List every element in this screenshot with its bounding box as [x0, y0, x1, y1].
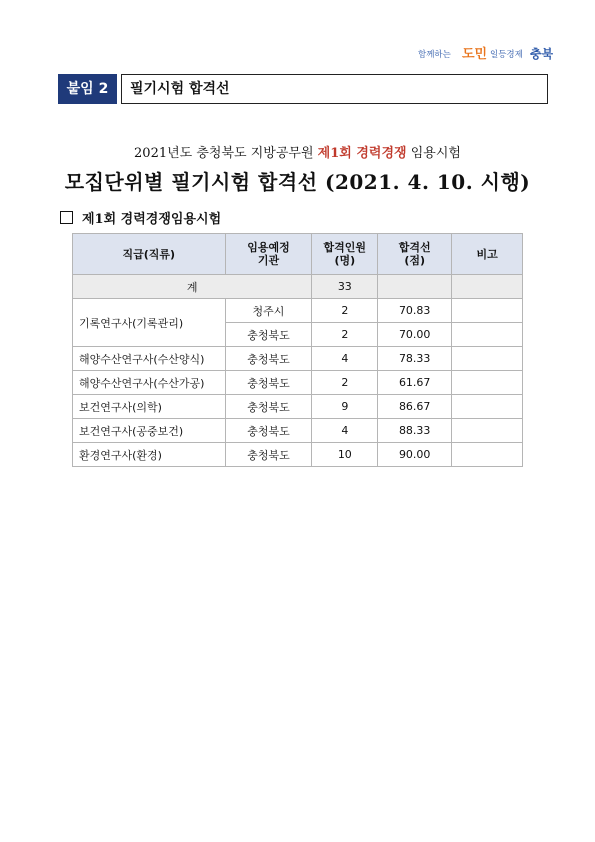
checkbox-square-icon	[60, 211, 73, 224]
subtitle-highlight: 제1회 경력경쟁	[317, 146, 407, 161]
cell-count: 10	[312, 443, 378, 467]
table-row	[73, 443, 523, 467]
cell-rank: 해양수산연구사(수산양식)	[73, 347, 226, 371]
table-row	[73, 371, 523, 395]
cell-cutoff: 90.00	[378, 443, 452, 467]
svg-text:함께하는: 함께하는	[418, 50, 451, 60]
section-title: 제1회 경력경쟁임용시험	[82, 212, 222, 227]
total-label: 계	[73, 275, 312, 299]
cell-rank: 환경연구사(환경)	[73, 443, 226, 467]
cell-agency: 충청북도	[225, 395, 312, 419]
total-cutoff	[378, 275, 452, 299]
cell-count: 2	[312, 299, 378, 323]
cell-rank: 해양수산연구사(수산가공)	[73, 371, 226, 395]
cell-rank: 보건연구사(공중보건)	[73, 419, 226, 443]
cell-count: 2	[312, 323, 378, 347]
cell-note	[452, 299, 523, 323]
cell-cutoff: 88.33	[378, 419, 452, 443]
svg-text:충북: 충북	[530, 47, 553, 61]
table-header-row	[73, 234, 523, 275]
cell-count: 4	[312, 347, 378, 371]
attachment-title: 필기시험 합격선	[121, 74, 548, 104]
cell-cutoff: 61.67	[378, 371, 452, 395]
cell-cutoff: 70.83	[378, 299, 452, 323]
header-agency: 임용예정 기관	[225, 234, 312, 275]
cell-count: 9	[312, 395, 378, 419]
subtitle-after: 임용시험	[406, 146, 461, 161]
cell-agency: 충청북도	[225, 323, 312, 347]
cell-note	[452, 419, 523, 443]
cell-agency: 충청북도	[225, 419, 312, 443]
exam-subtitle	[0, 142, 595, 161]
cell-count: 4	[312, 419, 378, 443]
total-note	[452, 275, 523, 299]
cell-count: 2	[312, 371, 378, 395]
cell-cutoff: 86.67	[378, 395, 452, 419]
results-table	[72, 233, 523, 467]
table-row	[73, 347, 523, 371]
svg-text:일등경제: 일등경제	[490, 50, 523, 60]
header-cutoff: 합격선 (점)	[378, 234, 452, 275]
header-rank: 직급(직류)	[73, 234, 226, 275]
cell-cutoff: 70.00	[378, 323, 452, 347]
cell-note	[452, 371, 523, 395]
table-row	[73, 419, 523, 443]
subtitle-before: 2021년도 충청북도 지방공무원	[134, 146, 318, 161]
cell-agency: 충청북도	[225, 371, 312, 395]
cell-rank: 기록연구사(기록관리)	[73, 299, 226, 347]
logo	[418, 42, 553, 64]
header-note: 비고	[452, 234, 523, 275]
page-title: 모집단위별 필기시험 합격선 (2021. 4. 10. 시행)	[64, 170, 531, 194]
cell-note	[452, 395, 523, 419]
cell-note	[452, 443, 523, 467]
total-row	[73, 275, 523, 299]
cell-cutoff: 78.33	[378, 347, 452, 371]
cell-note	[452, 323, 523, 347]
table-row	[73, 299, 523, 323]
cell-agency: 충청북도	[225, 443, 312, 467]
total-count: 33	[312, 275, 378, 299]
cell-agency: 청주시	[225, 299, 312, 323]
attachment-header	[58, 74, 540, 104]
cell-rank: 보건연구사(의학)	[73, 395, 226, 419]
svg-text:도민: 도민	[462, 47, 488, 62]
cell-note	[452, 347, 523, 371]
header-count: 합격인원 (명)	[312, 234, 378, 275]
section-heading	[60, 208, 221, 227]
table-row	[73, 395, 523, 419]
attachment-tag: 붙임 2	[58, 74, 117, 104]
cell-agency: 충청북도	[225, 347, 312, 371]
